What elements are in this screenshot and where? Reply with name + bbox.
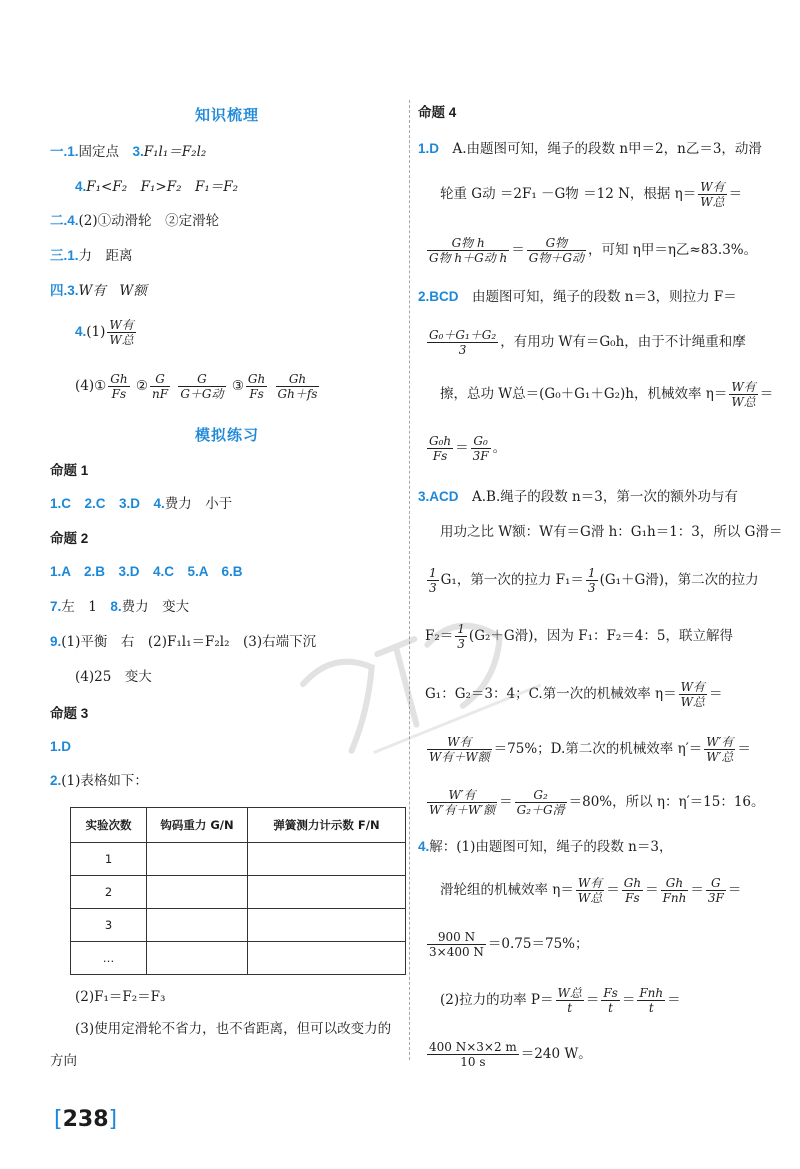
- fraction: $\frac{G}{\text{G＋G动}}$: [180, 372, 224, 401]
- answer-line: (4)① $\frac{Gh}{Fs}$ ② $\frac{G}{nF}$ $\frac{G}{\text{G＋G动}}$ ③ $\frac{Gh}{Fs}$ $\frac{Gh}{Gh+fs}$: [75, 372, 318, 401]
- column-divider: [409, 100, 410, 1060]
- fraction: $\frac{Gh}{Fs}$: [110, 372, 128, 401]
- table-header: 钩码重力 G/N: [147, 808, 248, 843]
- fraction: $\frac{\text{W有}}{\text{W总}}$: [700, 180, 725, 209]
- answer-line: 4.(1) $\frac{\text{W有}}{\text{W总}}$: [75, 318, 134, 347]
- fraction: $\frac{Fs}{t}$: [603, 986, 618, 1015]
- answer-line: (4)25 变大: [75, 669, 152, 685]
- table-row: 3: [71, 909, 406, 942]
- experiment-table: [70, 807, 406, 975]
- answer-line: 擦，总功 W总＝(G₀＋G₁＋G₂)h，机械效率 η＝ $\frac{\text{W有}}{\text{W总}}$ ＝: [440, 380, 774, 409]
- answer-line: 方向: [50, 1053, 77, 1069]
- table-header-row: [71, 808, 406, 843]
- fraction: $\frac{\text{W总}}{t}$: [557, 986, 582, 1015]
- answer-line: 7.左 1 8.费力 变大: [50, 599, 190, 615]
- answer-line: 3.ACD A.B.绳子的段数 n＝3，第一次的额外功与有: [418, 489, 738, 505]
- answer-line: $\frac{\text{W有}}{\text{W有＋W额}}$ ＝75%；D.第二次的机械效率 η′＝ $\frac{\text{W′有}}{\text{W′总}}$ ＝: [429, 735, 751, 764]
- answer-line: $\frac{\text{G物 h}}{\text{G物 h＋G动 h}}$ ＝ $\frac{\text{G物}}{\text{G物＋G动}}$ ，可知 η甲＝η乙≈83.3%。: [429, 236, 758, 265]
- answer-line: $\frac{400 N\times 3\times 2 m}{10 s}$ ＝240 W。: [429, 1040, 592, 1069]
- section-title-practice: 模拟练习: [195, 426, 260, 444]
- table-header: 实验次数: [71, 808, 147, 843]
- answer-line: (3)使用定滑轮不省力，也不省距离，但可以改变力的: [75, 1021, 392, 1037]
- answer-line: F₂＝ $\frac{1}{3}$ (G₂＋G滑)，因为 F₁：F₂＝4：5，联立解得: [425, 622, 733, 651]
- fraction: $\frac{\text{W有}}{\text{W总}}$: [109, 318, 134, 347]
- table-row: 1: [71, 843, 406, 876]
- fraction: $\frac{G}{3F}$: [707, 876, 724, 905]
- fraction: $\frac{\text{G₀}}{3F}$: [472, 434, 489, 463]
- fraction: $\frac{\text{W有}}{\text{W总}}$: [680, 680, 705, 709]
- fraction: $\frac{\text{W有}}{\text{W总}}$: [577, 876, 603, 905]
- fraction: $\frac{\text{G₀h}}{Fs}$: [429, 434, 452, 463]
- answer-line: 1.C 2.C 3.D 4.费力 小于: [50, 496, 233, 512]
- fraction: $\frac{\text{W有}}{\text{W有＋W额}}$: [429, 735, 490, 764]
- fraction: $\frac{Gh}{Fs}$: [247, 372, 266, 401]
- answer-line: 用功之比 W额：W有＝G滑 h：G₁h＝1：3，所以 G滑＝: [440, 524, 783, 540]
- fraction: $\frac{1}{3}$: [457, 622, 465, 651]
- answer-line: G₁：G₂＝3：4；C.第一次的机械效率 η＝ $\frac{\text{W有}}{\text{W总}}$ ＝: [425, 680, 723, 709]
- fraction: $\frac{\text{G₀＋G₁＋G₂}}{3}$: [429, 328, 497, 357]
- fraction: $\frac{G}{nF}$: [151, 372, 169, 401]
- answer-line: 1.A 2.B 3.D 4.C 5.A 6.B: [50, 564, 243, 579]
- answer-line: 9.(1)平衡 右 (2)F₁l₁＝F₂l₂ (3)右端下沉: [50, 634, 317, 650]
- fraction: $\frac{\text{G物}}{\text{G物＋G动}}$: [528, 236, 584, 265]
- answer-line: 四.3.W有 W额: [50, 283, 147, 299]
- page-number: [238]: [54, 1107, 118, 1132]
- fraction: $\frac{Gh}{Gh+fs}$: [277, 372, 318, 401]
- answer-line: 三.1.力 距离: [50, 248, 133, 264]
- fraction: $\frac{\text{Fnh}}{t}$: [639, 986, 664, 1015]
- answer-line: 4.F₁<F₂ F₁>F₂ F₁＝F₂: [75, 179, 239, 195]
- answer-line: (2)F₁＝F₂＝F₃: [75, 989, 166, 1005]
- answer-line: $\frac{1}{3}$ G₁，第一次的拉力 F₁＝ $\frac{1}{3}$ (G₁＋G滑)，第二次的拉力: [429, 566, 759, 595]
- fraction: $\frac{\text{G₂}}{\text{G₂＋G滑}}$: [516, 788, 565, 817]
- table-row: 2: [71, 876, 406, 909]
- fraction: $\frac{\text{W′有}}{\text{W′总}}$: [706, 735, 734, 764]
- answer-line: 1.D A.由题图可知，绳子的段数 n甲＝2，n乙＝3，动滑: [418, 141, 762, 157]
- proposition-title: 命题 4: [418, 105, 457, 120]
- answer-line: 2.BCD 由题图可知，绳子的段数 n＝3，则拉力 F＝: [418, 289, 737, 305]
- fraction: $\frac{\text{G物 h}}{\text{G物 h＋G动 h}}$: [429, 236, 508, 265]
- answer-line: 二.4.(2)①动滑轮 ②定滑轮: [50, 213, 220, 229]
- answer-line: 1.D: [50, 739, 72, 754]
- answer-line: 滑轮组的机械效率 η＝ $\frac{\text{W有}}{\text{W总}}$ ＝ $\frac{Gh}{Fs}$ ＝ $\frac{Gh}{\text{Fnh}}$ ＝ $\frac{G}{3F}$ ＝: [440, 876, 742, 905]
- fraction: $\frac{Gh}{Fs}$: [623, 876, 642, 905]
- answer-line: 一.1.固定点 3.F₁l₁＝F₂l₂: [50, 144, 207, 160]
- proposition-title: 命题 1: [50, 463, 89, 478]
- answer-line: $\frac{\text{W′有}}{\text{W′有＋W′额}}$ ＝ $\frac{\text{G₂}}{\text{G₂＋G滑}}$ ＝80%，所以 η：η′＝15：16。: [429, 788, 765, 817]
- answer-line: $\frac{\text{G₀＋G₁＋G₂}}{3}$ ，有用功 W有＝G₀h，由于不计绳重和摩: [429, 328, 746, 357]
- section-title-knowledge: 知识梳理: [195, 106, 260, 124]
- table-header: 弹簧测力计示数 F/N: [248, 808, 406, 843]
- proposition-title: 命题 2: [50, 531, 89, 546]
- answer-line: $\frac{900 N}{3\times 400 N}$ ＝0.75＝75%；: [429, 930, 589, 959]
- proposition-title: 命题 3: [50, 706, 89, 721]
- fraction: $\frac{1}{3}$: [429, 566, 437, 595]
- fraction: $\frac{Gh}{\text{Fnh}}$: [662, 876, 687, 905]
- answer-line: 轮重 G动 ＝2F₁ －G物 ＝12 N，根据 η＝ $\frac{\text{W有}}{\text{W总}}$ ＝: [440, 180, 743, 209]
- answer-line: $\frac{\text{G₀h}}{Fs}$ ＝ $\frac{\text{G₀}}{3F}$ 。: [429, 434, 507, 463]
- fraction: $\frac{400 N\times 3\times 2 m}{10 s}$: [429, 1040, 517, 1069]
- bracket-left: [: [54, 1107, 63, 1132]
- fraction: $\frac{900 N}{3\times 400 N}$: [429, 930, 484, 959]
- fraction: $\frac{1}{3}$: [587, 566, 596, 595]
- answer-line: 4.解：(1)由题图可知，绳子的段数 n＝3，: [418, 839, 673, 855]
- answer-line: (2)拉力的功率 P＝ $\frac{\text{W总}}{t}$ ＝ $\frac{Fs}{t}$ ＝ $\frac{\text{Fnh}}{t}$ ＝: [440, 986, 681, 1015]
- bracket-right: ]: [108, 1107, 118, 1132]
- answer-line: 2.(1)表格如下：: [50, 773, 148, 789]
- fraction: $\frac{\text{W′有}}{\text{W′有＋W′额}}$: [429, 788, 496, 817]
- fraction: $\frac{\text{W有}}{\text{W总}}$: [731, 380, 756, 409]
- table-row: …: [71, 942, 406, 975]
